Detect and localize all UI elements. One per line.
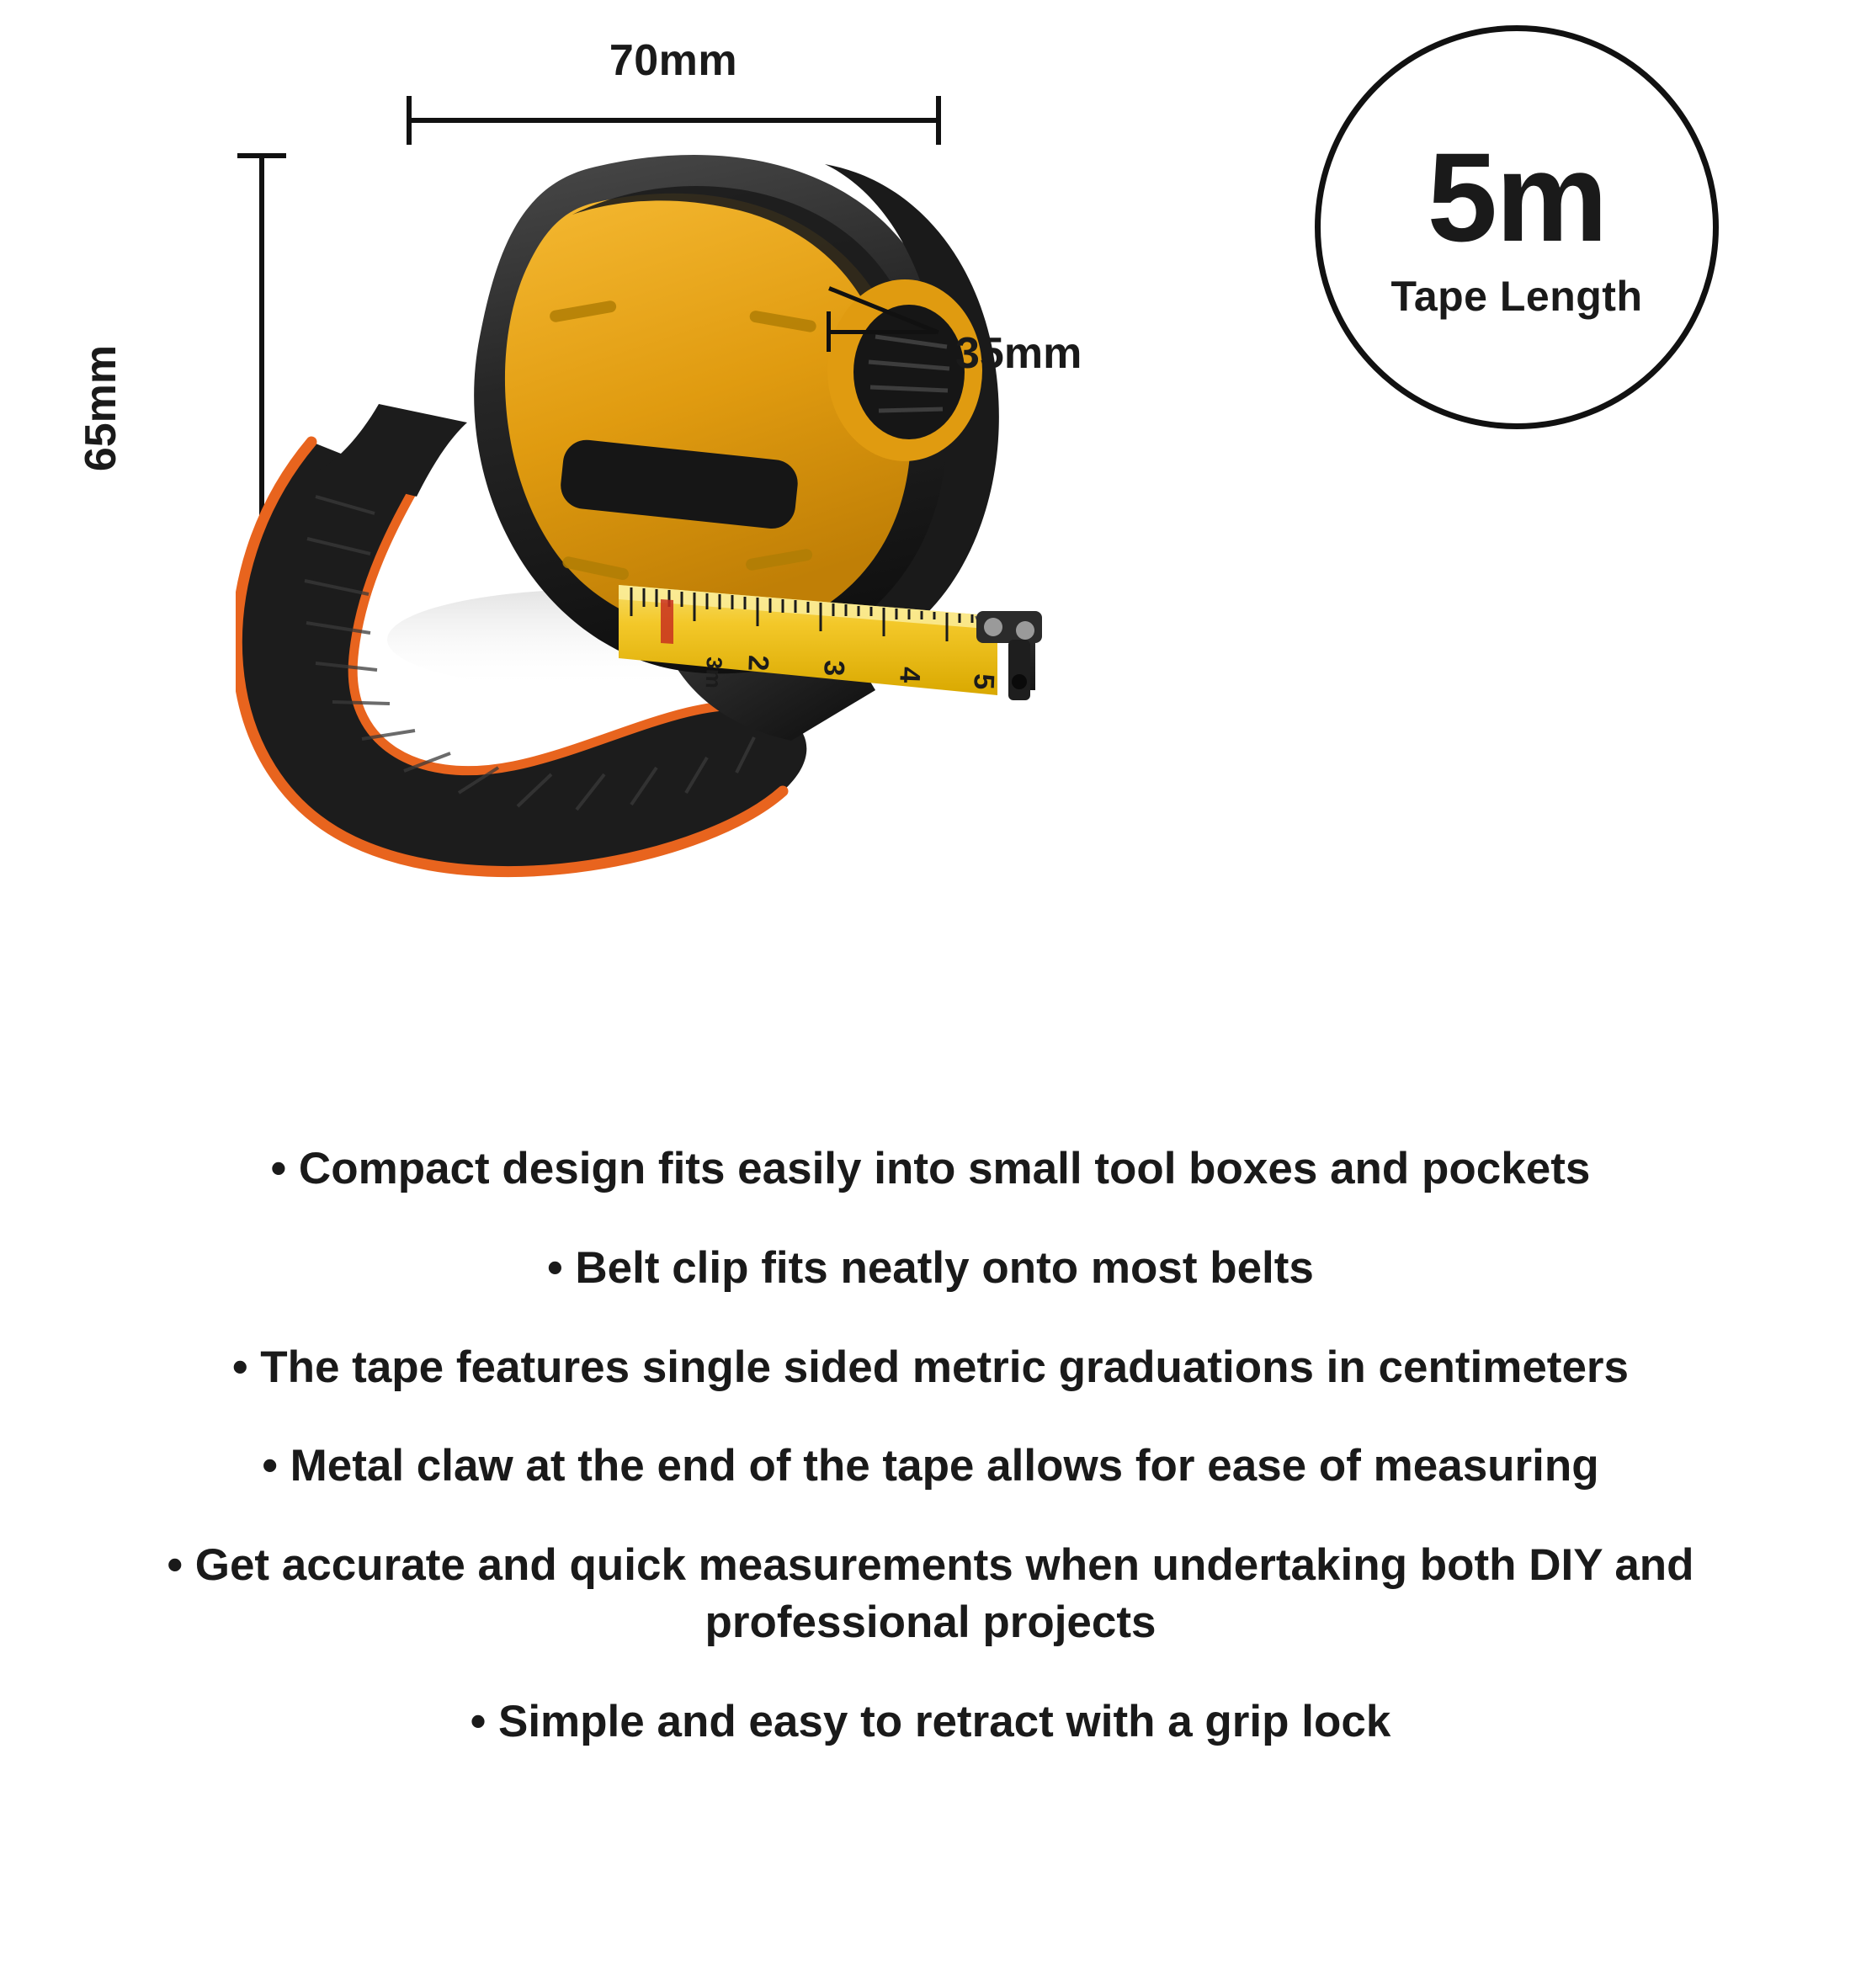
dimension-label-depth: 35mm <box>955 329 1082 378</box>
list-item: • Simple and easy to retract with a grip lock <box>470 1696 1391 1746</box>
list-item: • Get accurate and quick measurements when undertaking both DIY and professional projects <box>167 1540 1694 1648</box>
list-item: • The tape features single sided metric graduations in centimeters <box>231 1342 1630 1392</box>
tape-number-2: 2 <box>742 654 774 672</box>
list-item: • Compact design fits easily into small tool boxes and pockets <box>270 1144 1591 1193</box>
dimension-line-depth <box>827 330 936 334</box>
feature-list <box>0 1140 1861 1793</box>
tape-unit-label: 3m <box>700 656 727 689</box>
tape-number-3: 3 <box>817 659 850 677</box>
dimension-label-width: 70mm <box>609 36 738 85</box>
tape-measure-graphic <box>236 101 1414 1111</box>
list-item: • Belt clip fits neatly onto most belts <box>547 1242 1314 1293</box>
list-item: • Metal claw at the end of the tape allows for ease of measuring <box>262 1441 1599 1491</box>
badge-value: 5m <box>1427 126 1607 268</box>
tape-number-5: 5 <box>967 672 1000 690</box>
tape-number-4: 4 <box>893 666 926 683</box>
tape-length-badge <box>1315 25 1719 429</box>
badge-caption: Tape Length <box>1390 273 1643 320</box>
dimension-label-height: 65mm <box>77 344 125 472</box>
